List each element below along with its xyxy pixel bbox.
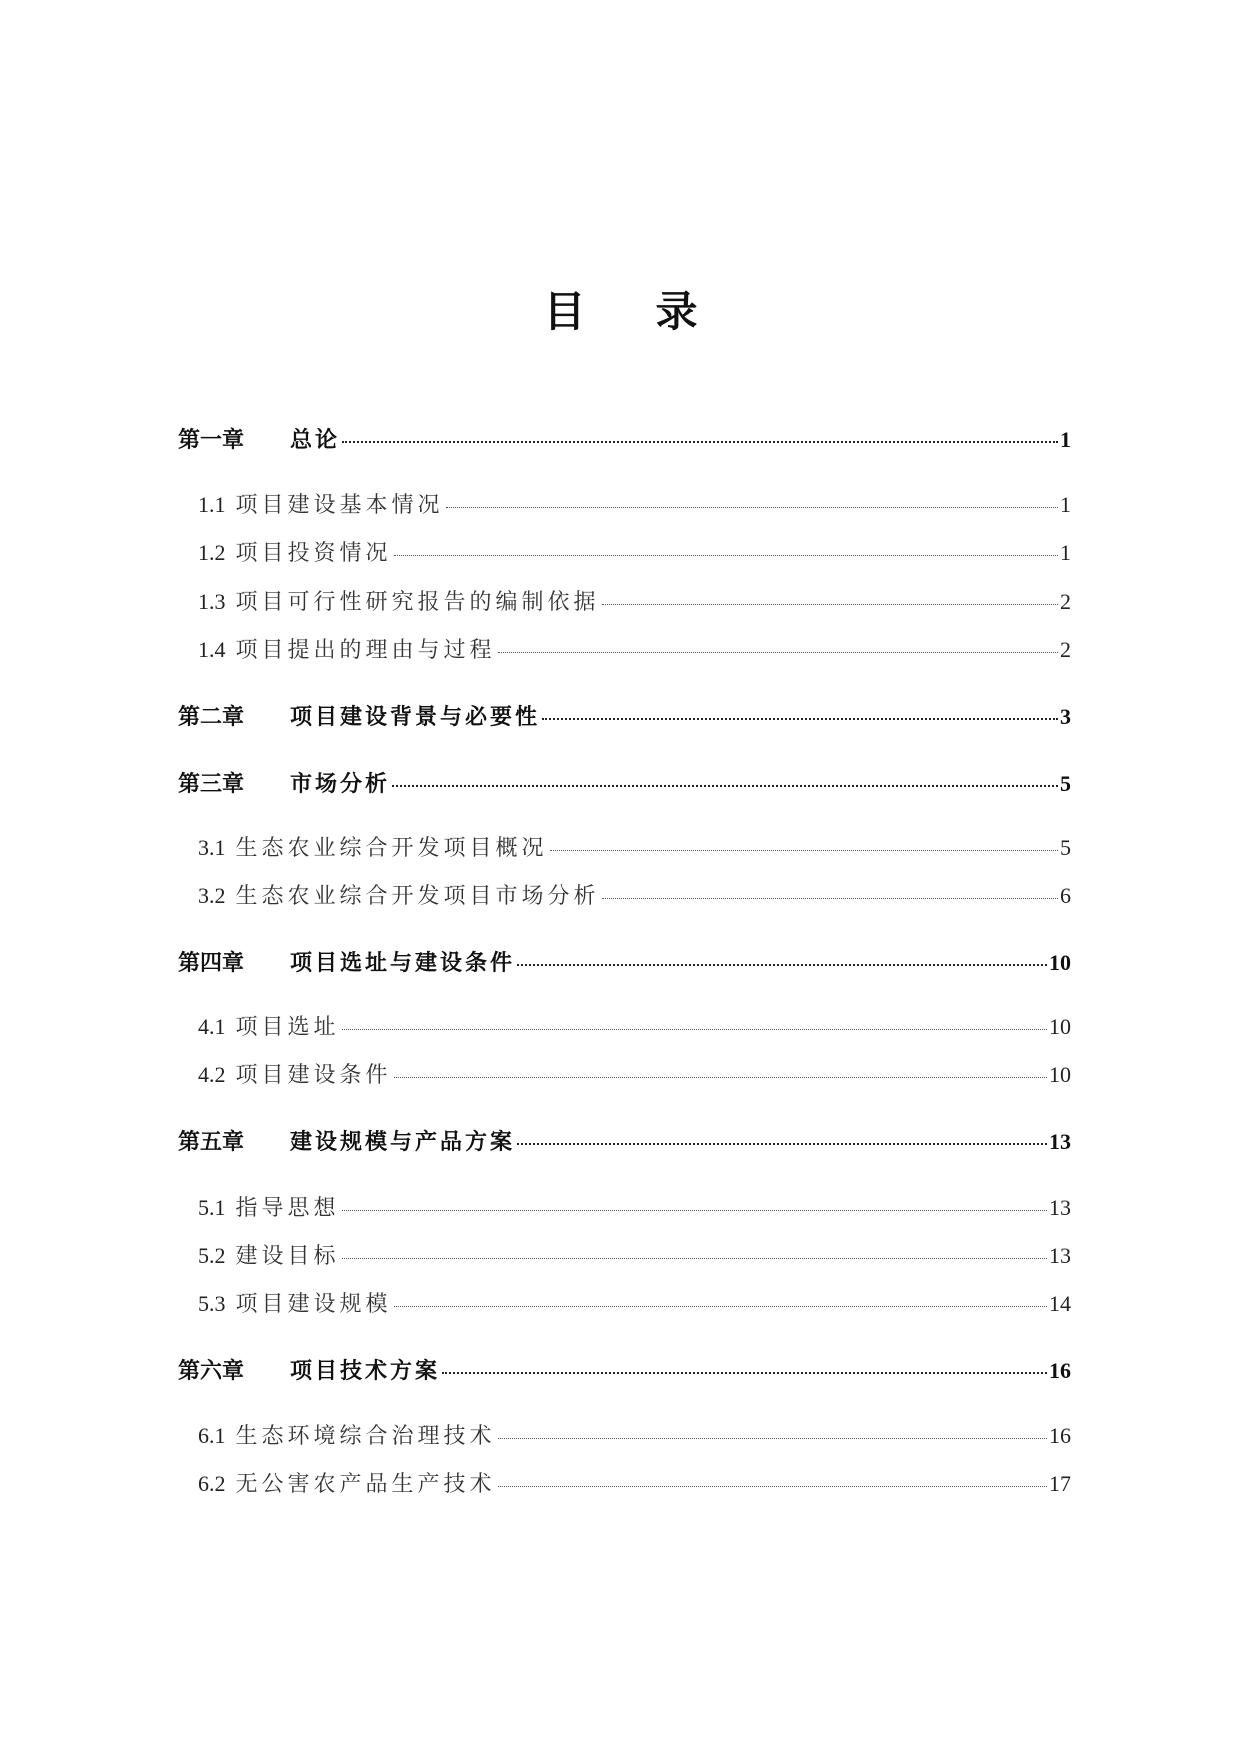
toc-entry-number: 第四章	[178, 951, 245, 976]
toc-page-number: 10	[1049, 1014, 1071, 1039]
toc-dot-leader	[392, 785, 1058, 787]
toc-entry-title: 项目建设基本情况	[235, 493, 444, 518]
toc-dot-leader	[394, 1306, 1047, 1307]
toc-entry-number: 第六章	[178, 1359, 245, 1384]
toc-page-number: 13	[1049, 1129, 1071, 1154]
title-char-2: 录	[655, 287, 698, 336]
toc-section-entry[interactable]	[198, 1467, 1071, 1499]
toc-section-entry[interactable]	[198, 1419, 1071, 1451]
toc-entry-title: 建设目标	[235, 1244, 340, 1269]
toc-entry-number: 5.1	[198, 1195, 226, 1220]
toc-entry-title: 建设规模与产品方案	[290, 1130, 516, 1155]
toc-chapter-entry[interactable]	[178, 1354, 1071, 1386]
toc-entry-number: 1.4	[198, 637, 226, 662]
toc-entry-number: 第五章	[178, 1130, 245, 1155]
toc-chapter-entry[interactable]	[178, 946, 1071, 978]
toc-dot-leader	[517, 964, 1047, 966]
toc-entry-number: 5.3	[198, 1291, 226, 1316]
toc-dot-leader	[498, 652, 1058, 653]
toc-page-number: 16	[1049, 1423, 1071, 1448]
toc-dot-leader	[342, 1258, 1047, 1259]
toc-entry-title: 总论	[290, 428, 341, 453]
toc-dot-leader	[602, 898, 1058, 899]
toc-page-number: 17	[1049, 1471, 1071, 1496]
toc-entry-number: 第二章	[178, 705, 245, 730]
toc-entry-title: 项目投资情况	[235, 541, 392, 566]
toc-dot-leader	[342, 1029, 1047, 1030]
toc-page-number: 2	[1060, 589, 1071, 614]
toc-section-entry[interactable]	[198, 879, 1071, 911]
toc-entry-title: 生态农业综合开发项目概况	[235, 836, 548, 861]
toc-entry-number: 6.1	[198, 1423, 226, 1448]
toc-page-number: 16	[1049, 1358, 1071, 1383]
toc-page-number: 1	[1060, 540, 1071, 565]
toc-dot-leader	[446, 507, 1058, 508]
toc-chapter-entry[interactable]	[178, 1125, 1071, 1157]
toc-page-number: 1	[1060, 492, 1071, 517]
toc-entry-number: 4.2	[198, 1062, 226, 1087]
toc-dot-leader	[394, 1077, 1047, 1078]
title-char-1: 目	[543, 287, 586, 336]
toc-chapter-entry[interactable]	[178, 423, 1071, 455]
toc-entry-title: 项目选址与建设条件	[290, 951, 516, 976]
toc-page-number: 3	[1060, 704, 1071, 729]
toc-section-entry[interactable]	[198, 1058, 1071, 1090]
toc-entry-title: 指导思想	[235, 1196, 340, 1221]
toc-dot-leader	[498, 1438, 1047, 1439]
toc-section-entry[interactable]	[198, 585, 1071, 617]
toc-page-number: 14	[1049, 1291, 1071, 1316]
toc-entry-title: 生态环境综合治理技术	[235, 1424, 496, 1449]
toc-entry-number: 1.1	[198, 492, 226, 517]
toc-page-number: 1	[1060, 427, 1071, 452]
toc-entry-title: 项目提出的理由与过程	[235, 638, 496, 663]
toc-page-number: 6	[1060, 883, 1071, 908]
toc-entry-title: 项目建设条件	[235, 1063, 392, 1088]
toc-page-number: 13	[1049, 1243, 1071, 1268]
toc-entry-number: 5.2	[198, 1243, 226, 1268]
toc-entry-number: 3.2	[198, 883, 226, 908]
toc-section-entry[interactable]	[198, 1191, 1071, 1223]
toc-entry-title: 市场分析	[290, 772, 391, 797]
toc-page-number: 10	[1049, 1062, 1071, 1087]
toc-entry-title: 项目可行性研究报告的编制依据	[235, 590, 600, 615]
toc-entry-title: 生态农业综合开发项目市场分析	[235, 884, 600, 909]
toc-section-entry[interactable]	[198, 536, 1071, 568]
toc-section-entry[interactable]	[198, 488, 1071, 520]
toc-entry-title: 项目建设背景与必要性	[290, 705, 541, 730]
toc-dot-leader	[517, 1143, 1047, 1145]
toc-page-number: 5	[1060, 771, 1071, 796]
toc-entry-number: 1.2	[198, 540, 226, 565]
toc-entry-title: 无公害农产品生产技术	[235, 1472, 496, 1497]
toc-page-number: 10	[1049, 950, 1071, 975]
toc-entry-number: 4.1	[198, 1014, 226, 1039]
toc-section-entry[interactable]	[198, 1287, 1071, 1319]
toc-entry-title: 项目建设规模	[235, 1292, 392, 1317]
toc-section-entry[interactable]	[198, 831, 1071, 863]
toc-page-number: 2	[1060, 637, 1071, 662]
toc-section-entry[interactable]	[198, 1010, 1071, 1042]
toc-dot-leader	[542, 718, 1058, 720]
toc-entry-title: 项目选址	[235, 1015, 340, 1040]
toc-dot-leader	[394, 555, 1058, 556]
toc-dot-leader	[602, 604, 1058, 605]
toc-chapter-entry[interactable]	[178, 767, 1071, 799]
toc-section-entry[interactable]	[198, 633, 1071, 665]
toc-chapter-entry[interactable]	[178, 700, 1071, 732]
toc-dot-leader	[342, 1210, 1047, 1211]
toc-entry-number: 1.3	[198, 589, 226, 614]
toc-entry-title: 项目技术方案	[290, 1359, 441, 1384]
toc-entry-number: 第三章	[178, 772, 245, 797]
toc-entry-number: 6.2	[198, 1471, 226, 1496]
toc-dot-leader	[342, 441, 1058, 443]
toc-dot-leader	[442, 1372, 1047, 1374]
toc-entry-number: 3.1	[198, 835, 226, 860]
toc-section-entry[interactable]	[198, 1239, 1071, 1271]
toc-page-number: 5	[1060, 835, 1071, 860]
toc-dot-leader	[498, 1486, 1047, 1487]
toc-dot-leader	[550, 850, 1058, 851]
toc-entry-number: 第一章	[178, 428, 245, 453]
toc-page-number: 13	[1049, 1195, 1071, 1220]
